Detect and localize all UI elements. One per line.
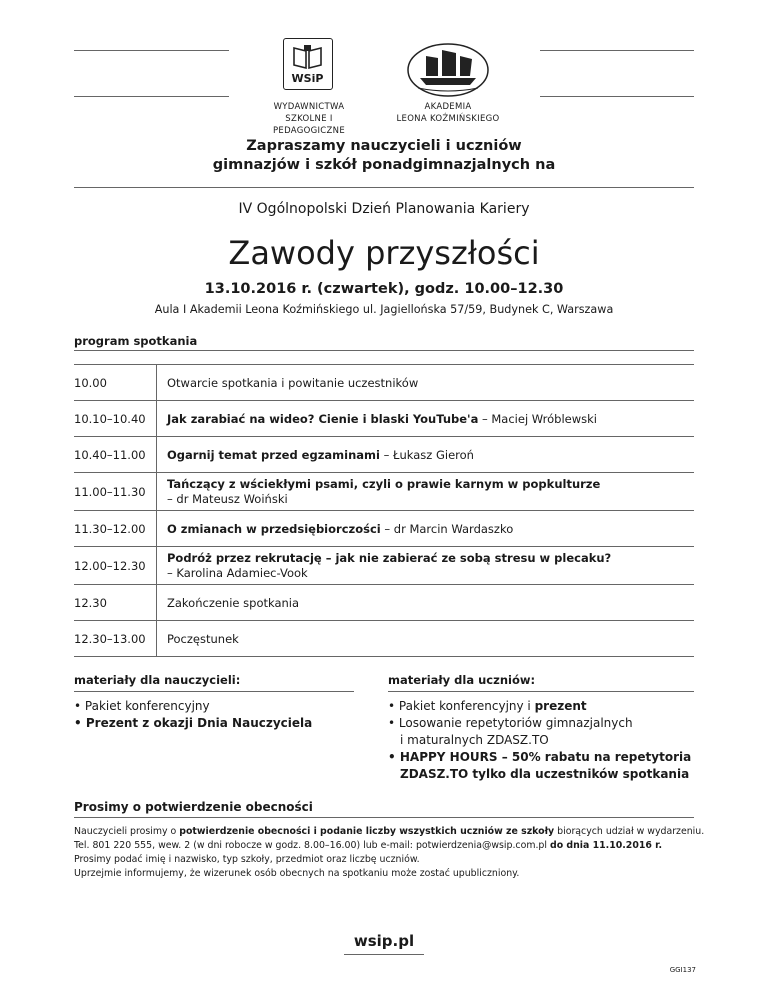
materials-students-rule	[388, 691, 694, 692]
row-time: 12.30	[74, 585, 157, 621]
header-divider	[74, 187, 694, 188]
footer-site-underline	[344, 954, 424, 955]
row-time: 12.30–13.00	[74, 621, 157, 657]
wsip-logo-mark: WSiP	[291, 72, 324, 85]
list-item: • Losowanie repetytoriów gimnazjalnych i maturalnych ZDASZ.TO	[388, 716, 633, 747]
top-rule-right-2	[540, 96, 694, 97]
confirm-paragraph-4: Uprzejmie informujemy, że wizerunek osób obecnych na spotkaniu może zostać upubliczniony.	[74, 868, 520, 879]
event-venue: Aula I Akademii Leona Koźmińskiego ul. Jagiellońska 57/59, Budynek C, Warszawa	[154, 303, 614, 316]
table-row	[74, 547, 694, 585]
row-desc: Zakończenie spotkania	[157, 585, 695, 621]
program-table	[74, 364, 694, 657]
wsip-caption	[250, 101, 368, 137]
list-item: • Pakiet konferencyjny	[74, 699, 210, 713]
table-row	[74, 621, 694, 657]
row-time: 10.10–10.40	[74, 401, 157, 437]
row-time: 12.00–12.30	[74, 547, 157, 585]
confirm-text	[74, 825, 714, 881]
row-desc: Otwarcie spotkania i powitanie uczestników	[157, 365, 695, 401]
row-desc: Podróż przez rekrutację – jak nie zabierać ze sobą stresu w plecaku? – Karolina Adamiec-Vook	[157, 547, 695, 585]
materials-teachers-rule	[74, 691, 354, 692]
row-desc: Ogarnij temat przed egzaminami – Łukasz Gieroń	[157, 437, 695, 473]
list-item: • Prezent z okazji Dnia Nauczyciela	[74, 716, 313, 730]
row-desc: Poczęstunek	[157, 621, 695, 657]
top-rule-right-1	[540, 50, 694, 51]
row-time: 11.00–11.30	[74, 473, 157, 511]
program-label: program spotkania	[74, 334, 198, 348]
invitation-heading	[0, 137, 768, 175]
materials-students-list	[388, 698, 698, 783]
row-desc: Tańczący z wściekłymi psami, czyli o prawie karnym w popkulturze – dr Mateusz Woiński	[157, 473, 695, 511]
akademia-caption-line2: LEONA KOŹMIŃSKIEGO	[396, 114, 500, 124]
list-item: • Pakiet konferencyjny i prezent	[388, 699, 587, 713]
page-title: Zawody przyszłości	[228, 234, 540, 272]
akademia-caption-line1: AKADEMIA	[424, 102, 472, 112]
akademia-caption	[390, 101, 506, 125]
event-name: IV Ogólnopolski Dzień Planowania Kariery	[238, 201, 530, 217]
wsip-caption-line2: SZKOLNE I PEDAGOGICZNE	[272, 114, 345, 136]
list-item: • HAPPY HOURS – 50% rabatu na repetytoria ZDASZ.TO tylko dla uczestników spotkania	[388, 750, 692, 781]
table-row	[74, 437, 694, 473]
wsip-logo	[283, 38, 333, 90]
ship-emblem-icon	[406, 42, 490, 98]
invitation-line1: Zapraszamy nauczycieli i uczniów	[246, 138, 522, 154]
table-row	[74, 365, 694, 401]
row-desc: Jak zarabiać na wideo? Cienie i blaski YouTube'a – Maciej Wróblewski	[157, 401, 695, 437]
table-row	[74, 473, 694, 511]
row-time: 10.00	[74, 365, 157, 401]
invitation-line2: gimnazjów i szkół ponadgimnazjalnych na	[212, 157, 556, 173]
table-row	[74, 585, 694, 621]
program-label-rule	[74, 350, 694, 351]
confirm-rule	[74, 817, 694, 818]
row-time: 10.40–11.00	[74, 437, 157, 473]
materials-teachers-label: materiały dla nauczycieli:	[74, 673, 241, 687]
confirm-paragraph-3: Prosimy podać imię i nazwisko, typ szkoły, przedmiot oraz liczbę uczniów.	[74, 854, 420, 865]
table-row	[74, 511, 694, 547]
materials-teachers-list	[74, 698, 364, 732]
book-icon	[284, 42, 331, 72]
confirm-label: Prosimy o potwierdzenie obecności	[74, 800, 313, 814]
row-time: 11.30–12.00	[74, 511, 157, 547]
top-rule-left-1	[74, 50, 229, 51]
materials-students-label: materiały dla uczniów:	[388, 673, 536, 687]
confirm-paragraph-1: Nauczycieli prosimy o potwierdzenie obecności i podanie liczby wszystkich uczniów ze szkoły biorących udział w wydarzeniu.	[74, 826, 705, 837]
top-rule-left-2	[74, 96, 229, 97]
event-date: 13.10.2016 r. (czwartek), godz. 10.00–12.30	[204, 281, 564, 297]
row-desc: O zmianach w przedsiębiorczości – dr Marcin Wardaszko	[157, 511, 695, 547]
confirm-paragraph-2: Tel. 801 220 555, wew. 2 (w dni robocze w godz. 8.00–16.00) lub e-mail: potwierdzenia@wsip.com.pl do dnia 11.10.2016 r.	[74, 840, 663, 851]
document-code: GGI137	[669, 966, 696, 974]
akademia-logo	[406, 42, 490, 98]
table-row	[74, 401, 694, 437]
footer-site-link[interactable]: wsip.pl	[353, 932, 415, 950]
wsip-caption-line1: WYDAWNICTWA	[273, 102, 345, 112]
